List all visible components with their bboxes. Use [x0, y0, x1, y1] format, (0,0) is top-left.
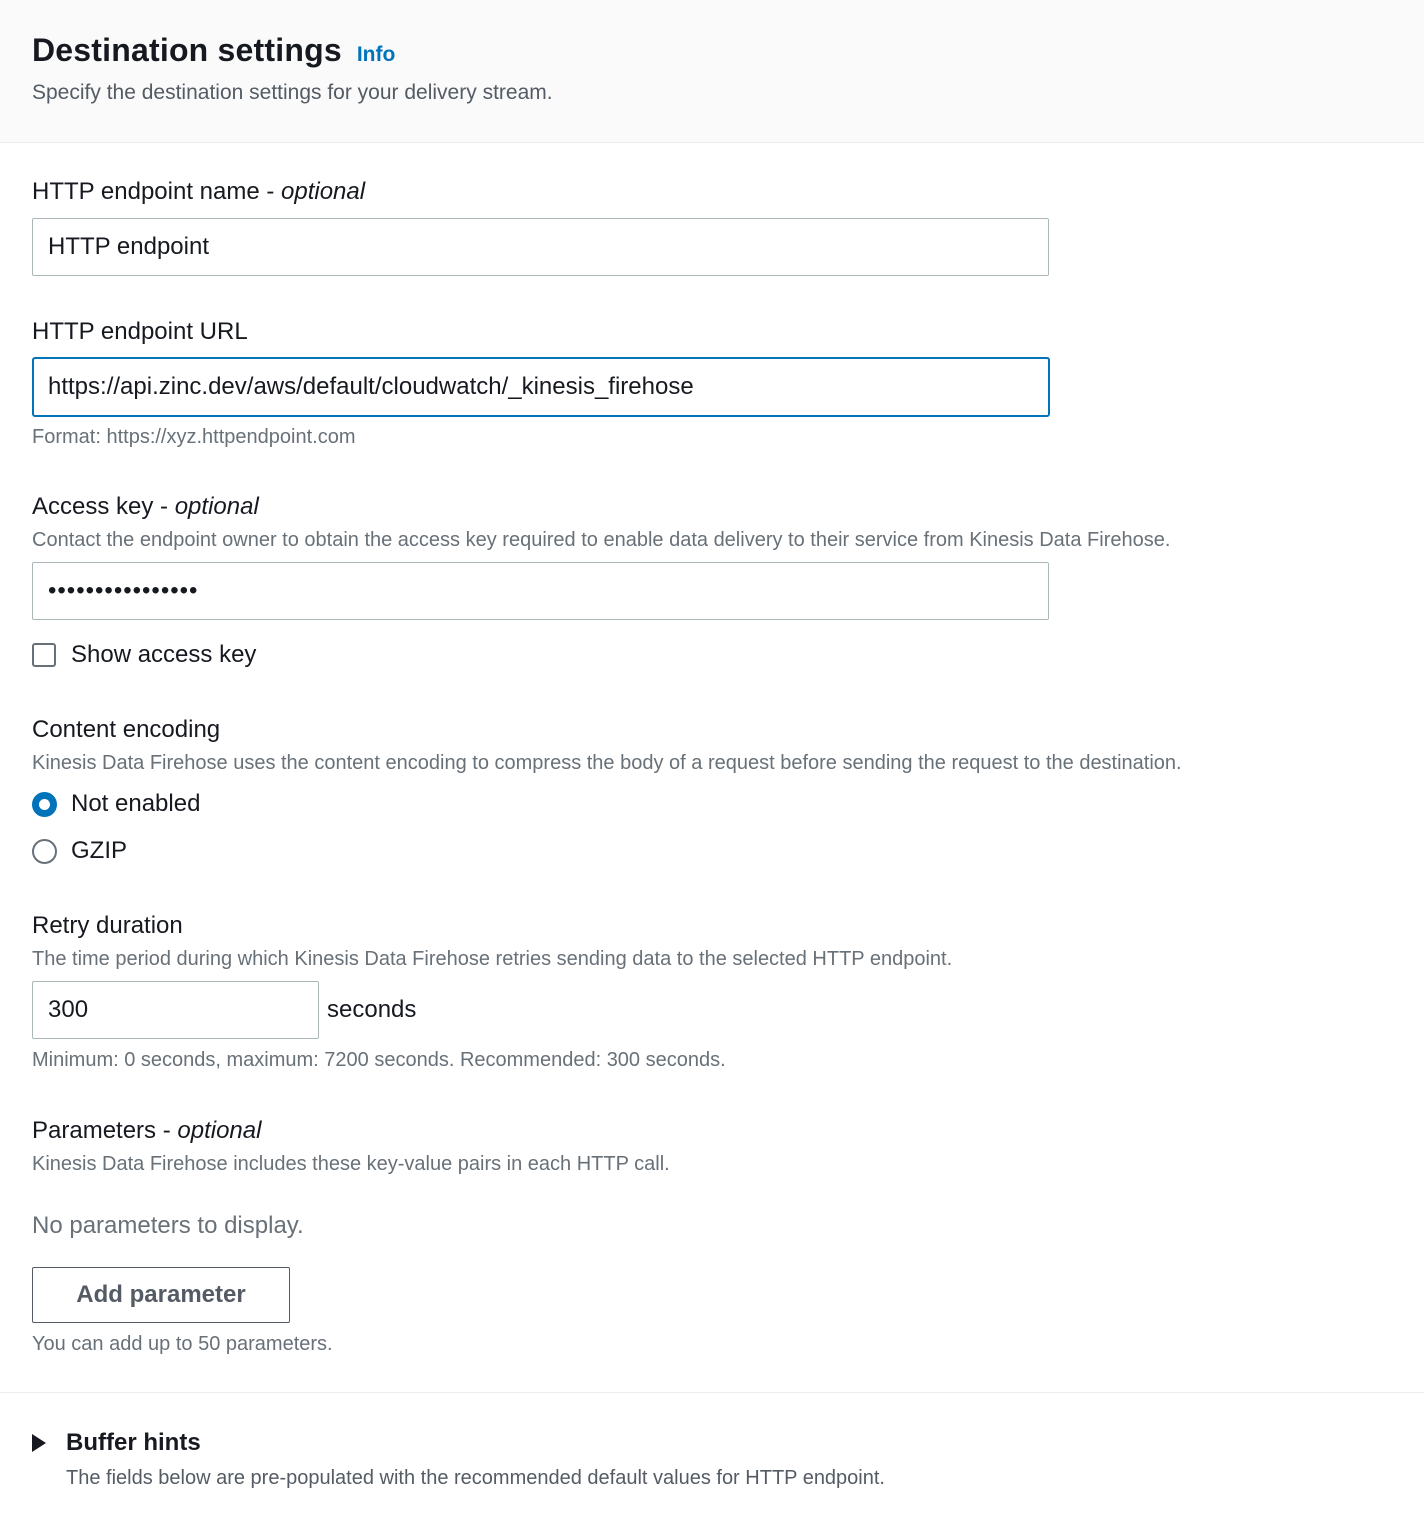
endpoint-name-label	[32, 178, 1392, 206]
endpoint-url-input[interactable]	[32, 357, 1050, 417]
endpoint-name-field	[32, 178, 1392, 276]
endpoint-url-field	[32, 318, 1392, 449]
retry-duration-input[interactable]	[32, 981, 319, 1039]
section-divider	[0, 1392, 1424, 1393]
parameters-field	[32, 1117, 1392, 1356]
retry-duration-hint: Minimum: 0 seconds, maximum: 7200 seconds. Recommended: 300 seconds.	[32, 1049, 726, 1071]
panel-header	[0, 0, 1424, 143]
optional-tag: optional	[281, 178, 366, 205]
parameters-label-text: Parameters -	[32, 1117, 178, 1144]
panel-body	[0, 178, 1424, 1356]
parameters-label	[32, 1117, 1392, 1145]
optional-tag: optional	[174, 493, 259, 520]
radio-not-enabled[interactable]	[32, 790, 1392, 818]
access-key-label-text: Access key -	[32, 493, 175, 520]
page-title: Destination settings	[32, 32, 342, 68]
radio-gzip-label[interactable]: GZIP	[71, 837, 128, 864]
optional-tag: optional	[177, 1117, 262, 1144]
header-title-row	[32, 32, 1392, 69]
buffer-hints-description: The fields below are pre-populated with the recommended default values for HTTP endpoint.	[66, 1467, 885, 1489]
retry-duration-unit: seconds	[327, 996, 417, 1023]
endpoint-url-label: HTTP endpoint URL	[32, 318, 248, 345]
radio-not-enabled-button[interactable]	[32, 792, 57, 817]
endpoint-name-input[interactable]	[32, 218, 1049, 276]
retry-duration-description: The time period during which Kinesis Data Firehose retries sending data to the selected HTTP endpoint.	[32, 948, 953, 970]
info-link[interactable]: Info	[356, 43, 396, 66]
retry-duration-label: Retry duration	[32, 912, 183, 939]
header-description: Specify the destination settings for your delivery stream.	[32, 81, 553, 104]
access-key-input[interactable]	[32, 562, 1049, 620]
caret-right-icon[interactable]	[32, 1434, 46, 1452]
access-key-field	[32, 493, 1392, 669]
parameters-limit-hint: You can add up to 50 parameters.	[32, 1333, 333, 1355]
show-access-key-label[interactable]: Show access key	[71, 641, 257, 668]
buffer-hints-expander[interactable]	[0, 1429, 1424, 1457]
retry-duration-row	[32, 981, 1392, 1039]
parameters-description: Kinesis Data Firehose includes these key-value pairs in each HTTP call.	[32, 1153, 670, 1175]
add-parameter-button[interactable]: Add parameter	[32, 1267, 290, 1323]
show-access-key-row[interactable]	[32, 641, 1392, 669]
endpoint-url-format-hint: Format: https://xyz.httpendpoint.com	[32, 426, 356, 448]
radio-gzip[interactable]	[32, 837, 1392, 865]
content-encoding-field	[32, 716, 1392, 865]
parameters-empty-text: No parameters to display.	[32, 1212, 304, 1239]
endpoint-name-label-text: HTTP endpoint name -	[32, 178, 282, 205]
retry-duration-field	[32, 912, 1392, 1072]
show-access-key-checkbox[interactable]	[32, 643, 56, 667]
access-key-description: Contact the endpoint owner to obtain the access key required to enable data delivery to their service from Kinesis Data Firehose.	[32, 529, 1171, 551]
radio-gzip-button[interactable]	[32, 839, 57, 864]
radio-not-enabled-label[interactable]: Not enabled	[71, 790, 201, 817]
content-encoding-label: Content encoding	[32, 716, 221, 743]
content-encoding-description: Kinesis Data Firehose uses the content encoding to compress the body of a request before sending the request to the destination.	[32, 752, 1182, 774]
access-key-label	[32, 493, 1392, 521]
buffer-hints-title[interactable]: Buffer hints	[66, 1429, 201, 1456]
